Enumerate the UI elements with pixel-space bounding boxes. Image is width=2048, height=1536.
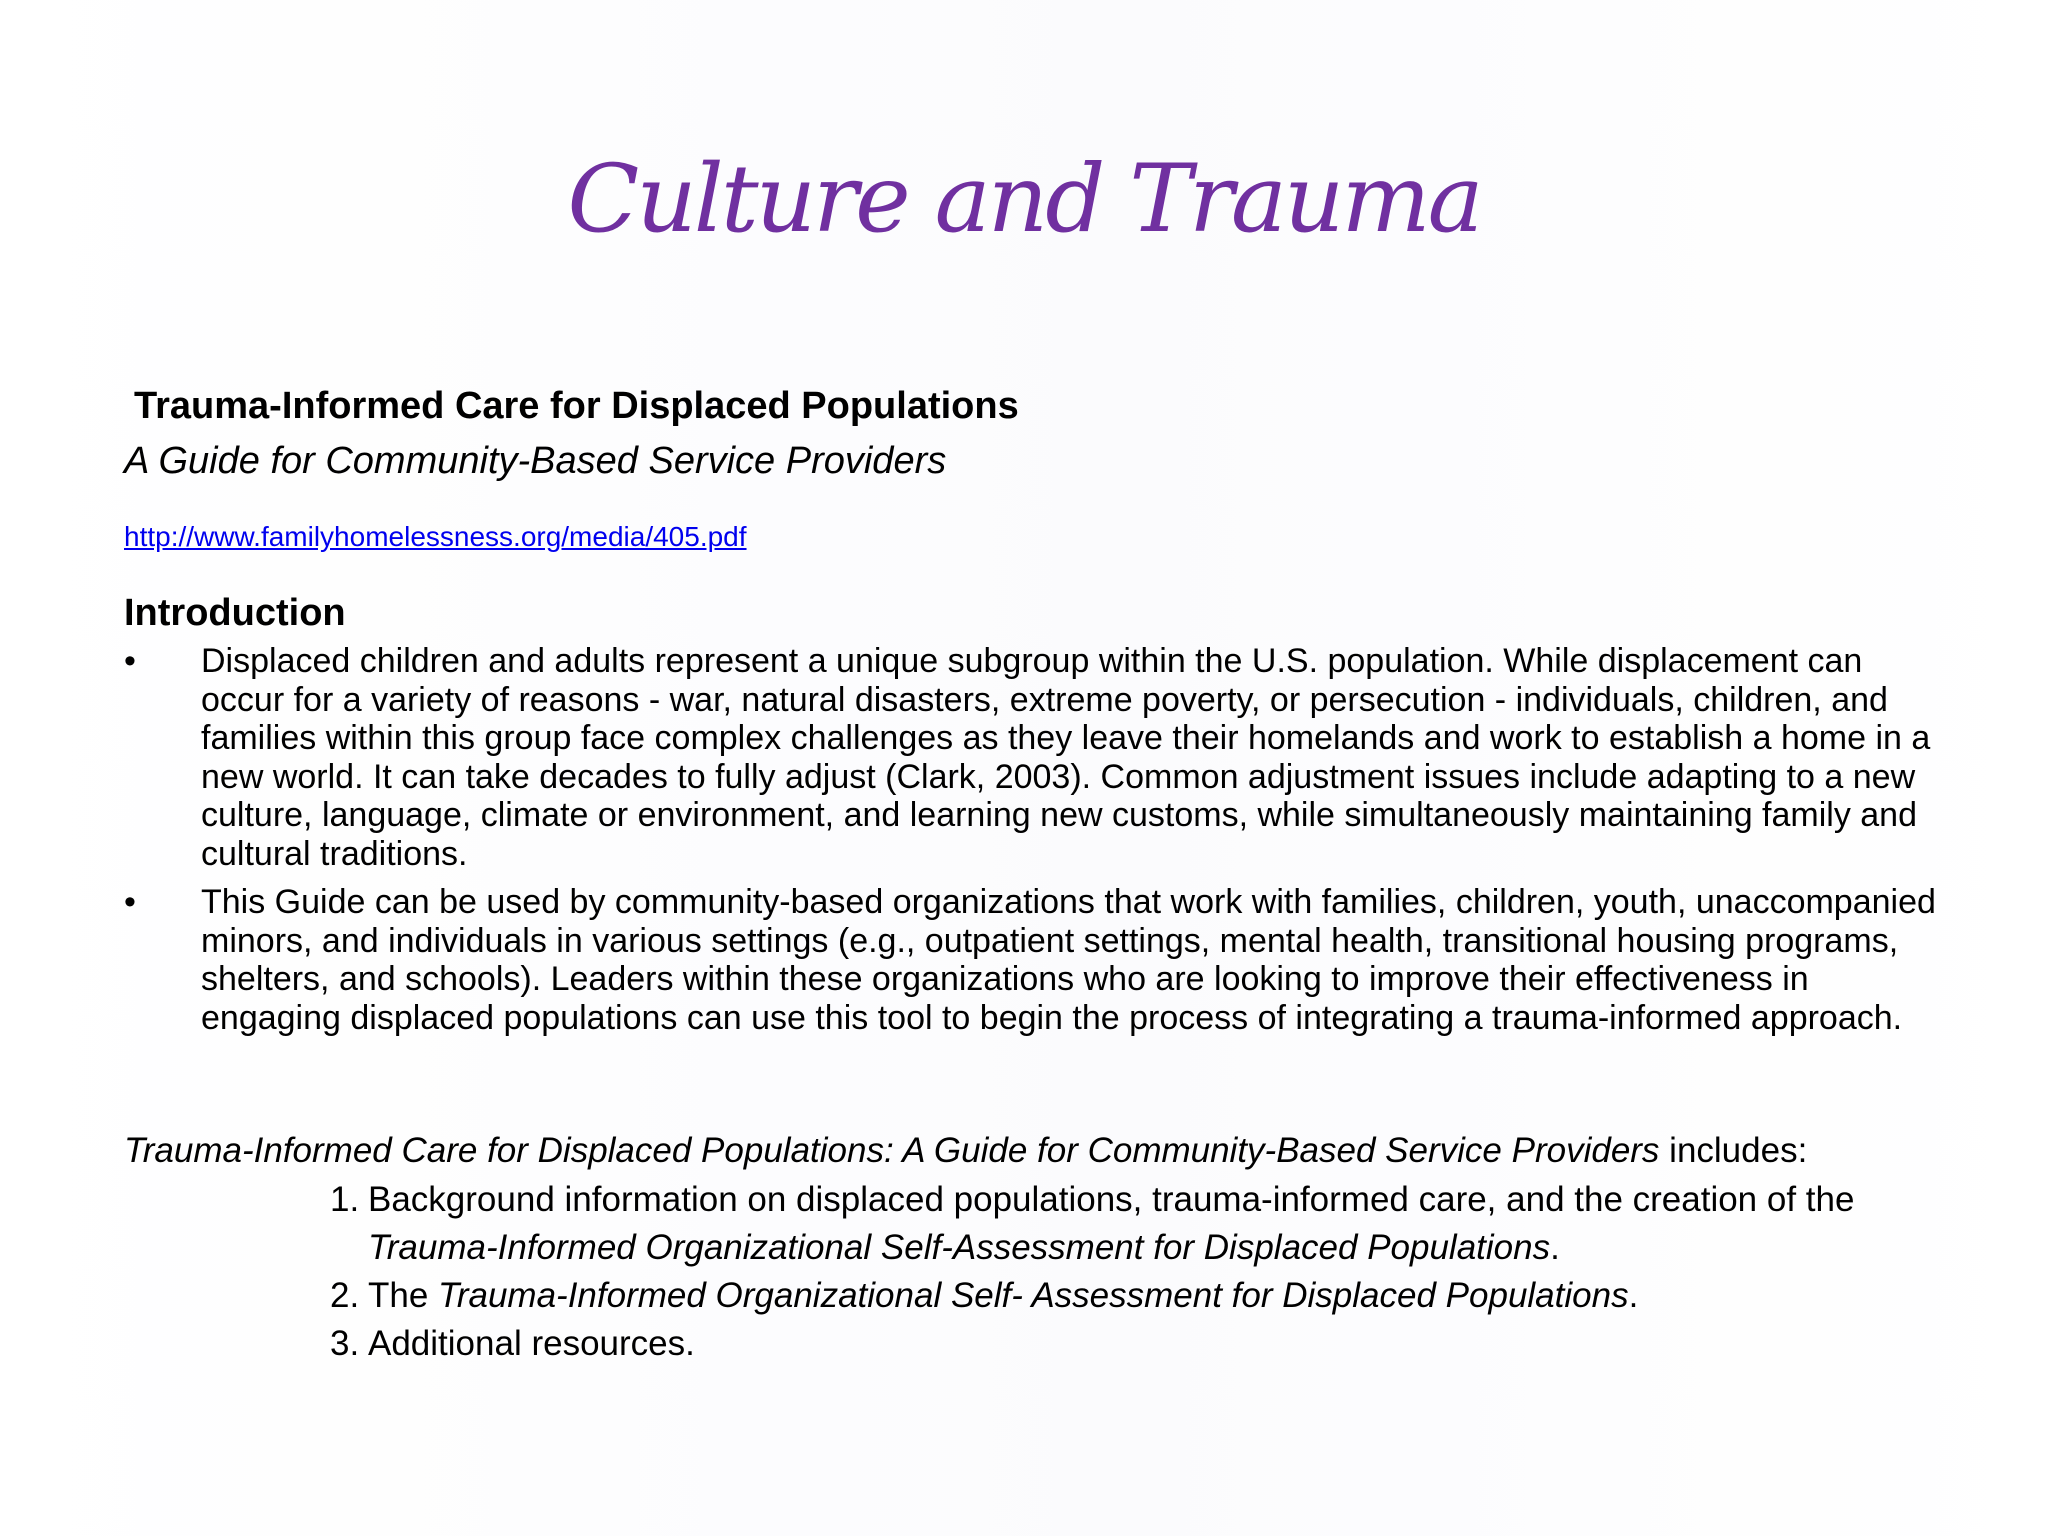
item-number: 3. (330, 1324, 360, 1363)
item-text-end: . (1628, 1276, 1639, 1315)
includes-label: includes: (1659, 1131, 1808, 1170)
numbered-item (330, 1320, 1930, 1368)
item-text-end: . (1550, 1228, 1560, 1267)
includes-guide-title: Trauma-Informed Care for Displaced Populations: A Guide for Community-Based Service Providers (124, 1131, 1660, 1170)
guide-subtitle: A Guide for Community-Based Service Providers (124, 440, 947, 482)
numbered-item (330, 1176, 1930, 1272)
guide-pdf-link[interactable]: http://www.familyhomelessness.org/media/405.pdf (124, 521, 747, 552)
numbered-item (330, 1272, 1930, 1320)
item-italic-title: Trauma-Informed Organizational Self- Assessment for Displaced Populations (438, 1276, 1629, 1315)
includes-line (124, 1128, 1807, 1174)
item-text: The (368, 1276, 439, 1315)
item-text: Additional resources. (368, 1324, 695, 1363)
bullet-text: This Guide can be used by community-based organizations that work with families, children, youth, unaccompanied minors, and individuals in various settings (e.g., outpatient settings, mental health, transitional housing programs, shelters, and schools). Leaders within these organizations who are looking to improve their effectiveness in engaging displaced populations can use this tool to begin the process of integrating a trauma-informed approach. (201, 883, 1936, 1037)
item-text: Background information on displaced populations, trauma-informed care, and the creation of the (368, 1180, 1855, 1219)
bullet-marker: • (124, 642, 136, 680)
item-number: 1. (330, 1180, 360, 1219)
bullet-item (124, 883, 1954, 1037)
introduction-bullet-list (124, 642, 1954, 1047)
introduction-heading: Introduction (124, 592, 346, 634)
item-italic-title: Trauma-Informed Organizational Self-Assessment for Displaced Populations (368, 1228, 1551, 1267)
item-number: 2. (330, 1276, 360, 1315)
bullet-marker: • (124, 883, 136, 921)
bullet-item (124, 642, 1954, 873)
guide-title: Trauma-Informed Care for Displaced Populations (134, 385, 1019, 427)
contents-numbered-list (330, 1176, 1930, 1368)
bullet-text: Displaced children and adults represent a unique subgroup within the U.S. population. While displacement can occur for a variety of reasons - war, natural disasters, extreme poverty, or persecution - individuals, children, and families within this group face complex challenges as they leave their homelands and work to establish a home in a new world. It can take decades to fully adjust (Clark, 2003). Common adjustment issues include adapting to a new culture, language, climate or environment, and learning new customs, while simultaneously maintaining family and cultural traditions. (201, 642, 1931, 873)
slide-title: Culture and Trauma (567, 145, 1481, 254)
